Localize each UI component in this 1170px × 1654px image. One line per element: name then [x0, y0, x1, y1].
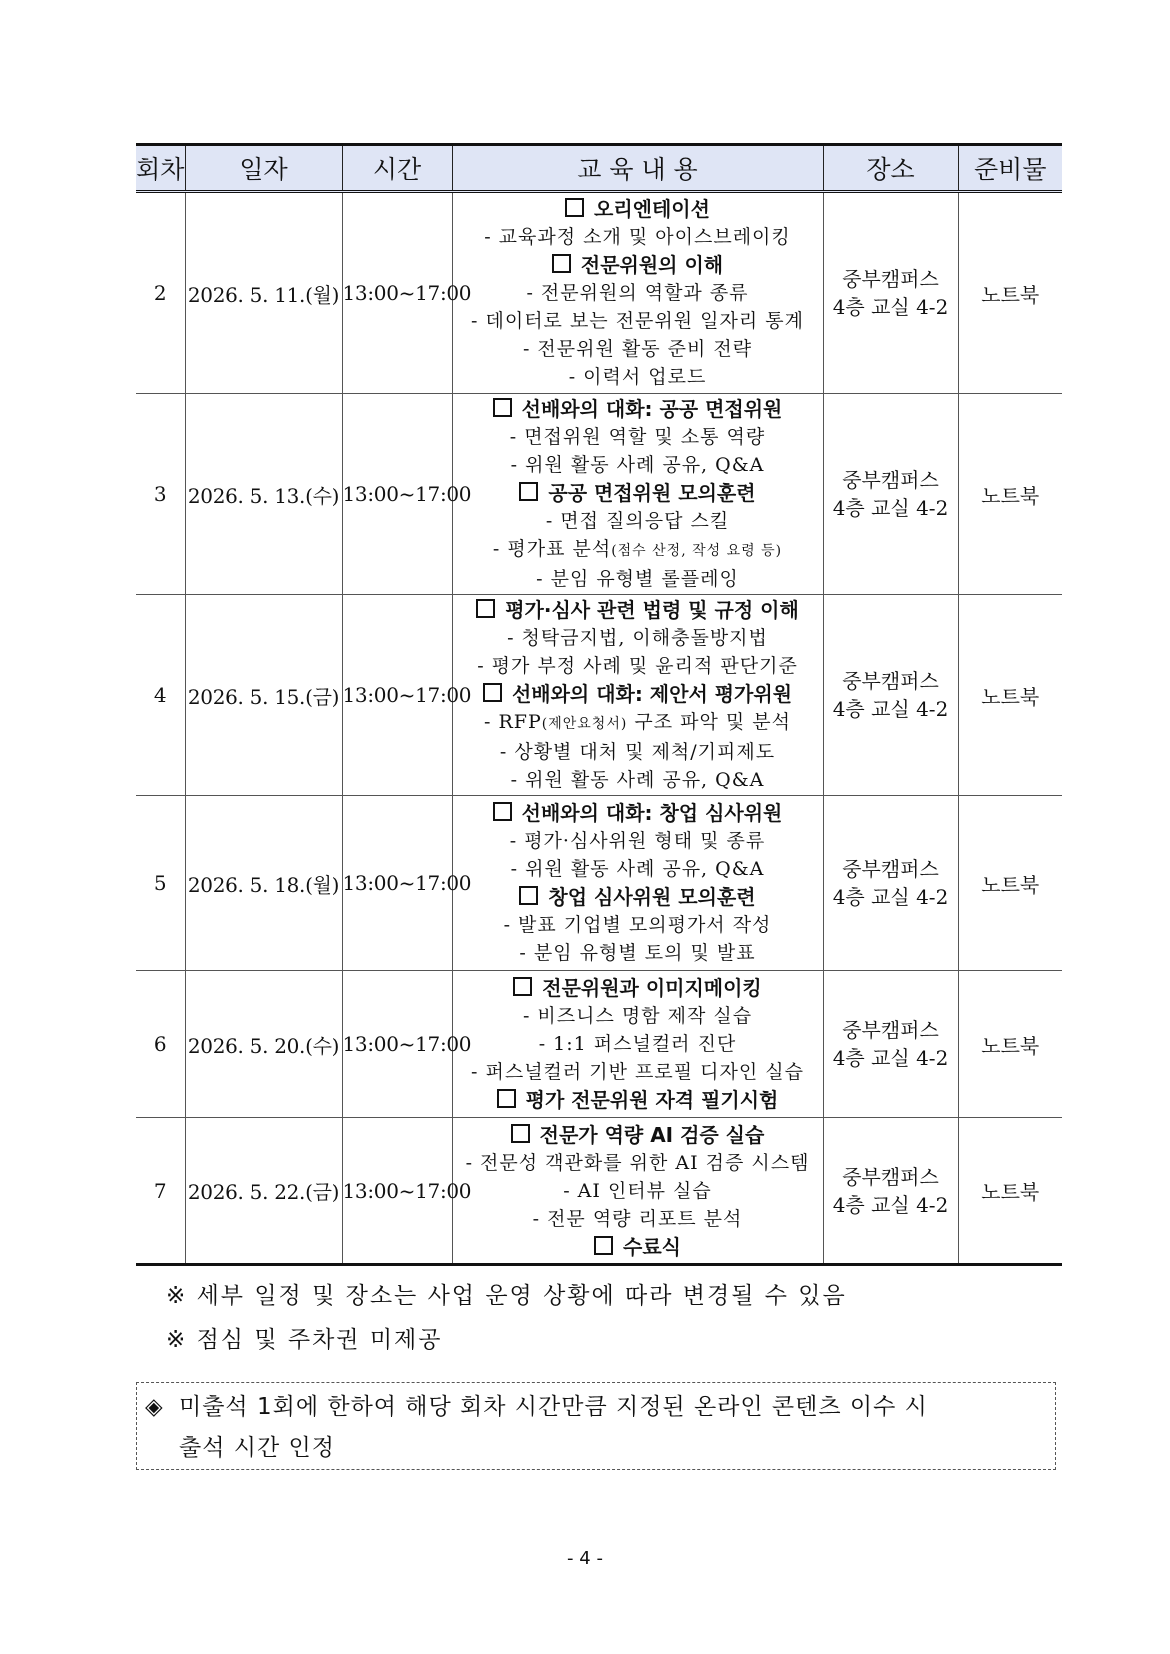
place-room: 4층 교실 4-2 — [832, 697, 949, 721]
supplies-cell: 노트북 — [958, 595, 1062, 796]
attendance-notice-box — [136, 1382, 1056, 1470]
content-heading — [453, 1233, 823, 1261]
time-cell: 13:00~17:00 — [342, 394, 452, 595]
content-heading — [453, 883, 823, 911]
date-cell: 2026. 5. 22.(금) — [185, 1118, 342, 1265]
content-item — [453, 738, 823, 766]
content-heading-text: 평가·심사 관련 법령 및 규정 이해 — [505, 598, 799, 622]
content-item-text: - 전문성 객관화를 위한 AI 검증 시스템 — [465, 1151, 810, 1174]
place-cell — [823, 971, 958, 1118]
content-item-text: - 퍼스널컬러 기반 프로필 디자인 실습 — [471, 1061, 804, 1083]
date-cell: 2026. 5. 18.(월) — [185, 796, 342, 971]
content-item — [453, 535, 823, 565]
checkbox-icon — [552, 254, 571, 273]
content-item — [453, 507, 823, 535]
page-number: - 4 - — [567, 1548, 603, 1569]
place-cell — [823, 595, 958, 796]
content-item-text: - 전문위원의 역할과 종류 — [526, 282, 749, 304]
content-cell — [452, 796, 823, 971]
content-item — [453, 827, 823, 855]
content-item — [453, 939, 823, 967]
content-item — [453, 565, 823, 593]
content-item-text: - 면접위원 역할 및 소통 역량 — [509, 426, 766, 448]
header-session: 회차 — [136, 145, 185, 192]
place-campus: 중부캠퍼스 — [842, 267, 939, 291]
place-cell — [823, 1118, 958, 1265]
header-content: 교 육 내 용 — [452, 145, 823, 192]
session-number-cell: 2 — [136, 192, 185, 394]
content-item-text: - 전문위원 활동 준비 전략 — [522, 338, 753, 360]
content-cell — [452, 192, 823, 394]
content-item-text: - 위원 활동 사례 공유, Q&A — [510, 858, 765, 880]
content-item — [453, 1058, 823, 1086]
session-number-cell: 5 — [136, 796, 185, 971]
checkbox-icon — [476, 599, 495, 618]
content-cell — [452, 971, 823, 1118]
content-item — [453, 1030, 823, 1058]
date-cell: 2026. 5. 13.(수) — [185, 394, 342, 595]
content-item-note: (제안요청서) — [541, 716, 628, 732]
notice-text-1: 미출석 1회에 한하여 해당 회차 시간만큼 지정된 온라인 콘텐츠 이수 시 — [179, 1394, 928, 1420]
content-heading-text: 평가 전문위원 자격 필기시험 — [525, 1088, 779, 1112]
checkbox-icon — [497, 1089, 516, 1108]
header-supplies: 준비물 — [958, 145, 1062, 192]
content-item — [453, 363, 823, 391]
checkbox-icon — [493, 398, 512, 417]
place-cell — [823, 192, 958, 394]
checkbox-icon — [483, 683, 502, 702]
header-place: 장소 — [823, 145, 958, 192]
place-room: 4층 교실 4-2 — [832, 496, 949, 520]
content-heading — [453, 596, 823, 624]
content-heading — [453, 395, 823, 423]
content-item-text: - 분임 유형별 토의 및 발표 — [519, 942, 756, 964]
content-heading — [453, 680, 823, 708]
checkbox-icon — [565, 198, 584, 217]
time-cell: 13:00~17:00 — [342, 971, 452, 1118]
content-item-text: - 이력서 업로드 — [568, 366, 707, 388]
content-item-text: - 면접 질의응답 스킬 — [545, 510, 730, 532]
content-item — [453, 223, 823, 251]
content-cell — [452, 1118, 823, 1265]
date-cell: 2026. 5. 11.(월) — [185, 192, 342, 394]
content-item — [453, 307, 823, 335]
notice-line-1 — [145, 1387, 1045, 1428]
note-no-lunch-parking: ※ 점심 및 주차권 미제공 — [166, 1327, 443, 1353]
session-number-cell: 7 — [136, 1118, 185, 1265]
place-campus: 중부캠퍼스 — [842, 669, 939, 693]
place-room: 4층 교실 4-2 — [832, 295, 949, 319]
place-campus: 중부캠퍼스 — [842, 857, 939, 881]
checkbox-icon — [513, 977, 532, 996]
supplies-cell: 노트북 — [958, 1118, 1062, 1265]
place-campus: 중부캠퍼스 — [842, 468, 939, 492]
time-cell: 13:00~17:00 — [342, 192, 452, 394]
content-item-text: - 평가·심사위원 형태 및 종류 — [509, 830, 766, 852]
content-item-text: - 비즈니스 명함 제작 실습 — [522, 1005, 753, 1027]
content-heading-text: 창업 심사위원 모의훈련 — [548, 885, 756, 909]
place-room: 4층 교실 4-2 — [832, 885, 949, 909]
place-cell — [823, 394, 958, 595]
session-number-cell: 3 — [136, 394, 185, 595]
content-item — [453, 1205, 823, 1233]
content-item — [453, 1002, 823, 1030]
header-date: 일자 — [185, 145, 342, 192]
content-item-text: - 상황별 대처 및 제척/기피제도 — [499, 741, 776, 763]
content-heading-text: 선배와의 대화: 제안서 평가위원 — [511, 682, 793, 706]
content-heading — [453, 1121, 823, 1149]
content-item-text: - 청탁금지법, 이해충돌방지법 — [507, 627, 768, 649]
checkbox-icon — [519, 482, 538, 501]
session-number-cell: 6 — [136, 971, 185, 1118]
time-cell: 13:00~17:00 — [342, 796, 452, 971]
content-heading-text: 전문위원과 이미지메이킹 — [542, 976, 762, 1000]
time-cell: 13:00~17:00 — [342, 1118, 452, 1265]
content-item-text: - 위원 활동 사례 공유, Q&A — [510, 769, 765, 791]
content-item-rest: 구조 파악 및 분석 — [627, 711, 791, 733]
content-heading-text: 수료식 — [623, 1234, 681, 1259]
checkbox-icon — [594, 1236, 613, 1255]
content-heading — [453, 799, 823, 827]
content-item — [453, 911, 823, 939]
content-item-text: - 전문 역량 리포트 분석 — [532, 1207, 743, 1230]
content-item — [453, 279, 823, 307]
content-heading-text: 선배와의 대화: 창업 심사위원 — [521, 801, 783, 825]
content-item — [453, 624, 823, 652]
note-schedule-change: ※ 세부 일정 및 장소는 사업 운영 상황에 따라 변경될 수 있음 — [166, 1283, 847, 1309]
table-header-row — [136, 145, 1062, 192]
content-item-text: - 위원 활동 사례 공유, Q&A — [510, 454, 765, 476]
checkbox-icon — [519, 886, 538, 905]
supplies-cell: 노트북 — [958, 796, 1062, 971]
content-cell — [452, 394, 823, 595]
checkbox-icon — [511, 1124, 530, 1143]
content-heading — [453, 251, 823, 279]
supplies-cell: 노트북 — [958, 192, 1062, 394]
content-cell — [452, 595, 823, 796]
content-item-text: - AI 인터뷰 실습 — [563, 1179, 712, 1202]
content-heading — [453, 195, 823, 223]
content-item — [453, 855, 823, 883]
place-room: 4층 교실 4-2 — [832, 1046, 949, 1070]
place-campus: 중부캠퍼스 — [842, 1018, 939, 1042]
content-item — [453, 335, 823, 363]
content-heading — [453, 1086, 823, 1114]
table-row — [136, 971, 1062, 1118]
content-item — [453, 766, 823, 794]
content-heading — [453, 479, 823, 507]
content-item — [453, 1177, 823, 1205]
session-number-cell: 4 — [136, 595, 185, 796]
content-heading-text: 전문가 역량 AI 검증 실습 — [539, 1122, 765, 1147]
content-item — [453, 708, 823, 738]
table-row — [136, 595, 1062, 796]
schedule-table — [136, 143, 1062, 1266]
diamond-icon: ◈ — [145, 1394, 164, 1420]
table-row — [136, 192, 1062, 394]
place-room: 4층 교실 4-2 — [832, 1192, 949, 1217]
time-cell: 13:00~17:00 — [342, 595, 452, 796]
content-item-text: - 분임 유형별 롤플레잉 — [536, 568, 739, 590]
content-heading-text: 전문위원의 이해 — [580, 253, 724, 277]
table-row — [136, 394, 1062, 595]
content-item-text: - 1:1 퍼스널컬러 진단 — [538, 1033, 737, 1055]
supplies-cell: 노트북 — [958, 394, 1062, 595]
content-item — [453, 451, 823, 479]
content-item-text: - 발표 기업별 모의평가서 작성 — [503, 914, 772, 936]
content-item-text: - 평가표 분석 — [492, 538, 612, 560]
content-item-text: - 교육과정 소개 및 아이스브레이킹 — [484, 226, 791, 248]
content-item — [453, 423, 823, 451]
checkbox-icon — [493, 802, 512, 821]
content-item-note: (점수 산정, 작성 요령 등) — [611, 543, 783, 559]
date-cell: 2026. 5. 15.(금) — [185, 595, 342, 796]
place-cell — [823, 796, 958, 971]
content-heading — [453, 974, 823, 1002]
content-heading-text: 오리엔테이션 — [594, 197, 710, 221]
table-row — [136, 796, 1062, 971]
place-campus: 중부캠퍼스 — [842, 1164, 939, 1189]
content-item-text: - 데이터로 보는 전문위원 일자리 통계 — [471, 310, 804, 332]
content-heading-text: 공공 면접위원 모의훈련 — [548, 481, 756, 505]
supplies-cell: 노트북 — [958, 971, 1062, 1118]
table-body — [136, 192, 1062, 1265]
notice-text-2: 출석 시간 인정 — [179, 1435, 335, 1461]
table-row — [136, 1118, 1062, 1265]
content-heading-text: 선배와의 대화: 공공 면접위원 — [521, 397, 783, 421]
date-cell: 2026. 5. 20.(수) — [185, 971, 342, 1118]
content-item-text: - 평가 부정 사례 및 윤리적 판단기준 — [477, 655, 798, 677]
content-item — [453, 652, 823, 680]
content-item — [453, 1149, 823, 1177]
content-item-text: - RFP — [484, 711, 542, 733]
header-time: 시간 — [342, 145, 452, 192]
